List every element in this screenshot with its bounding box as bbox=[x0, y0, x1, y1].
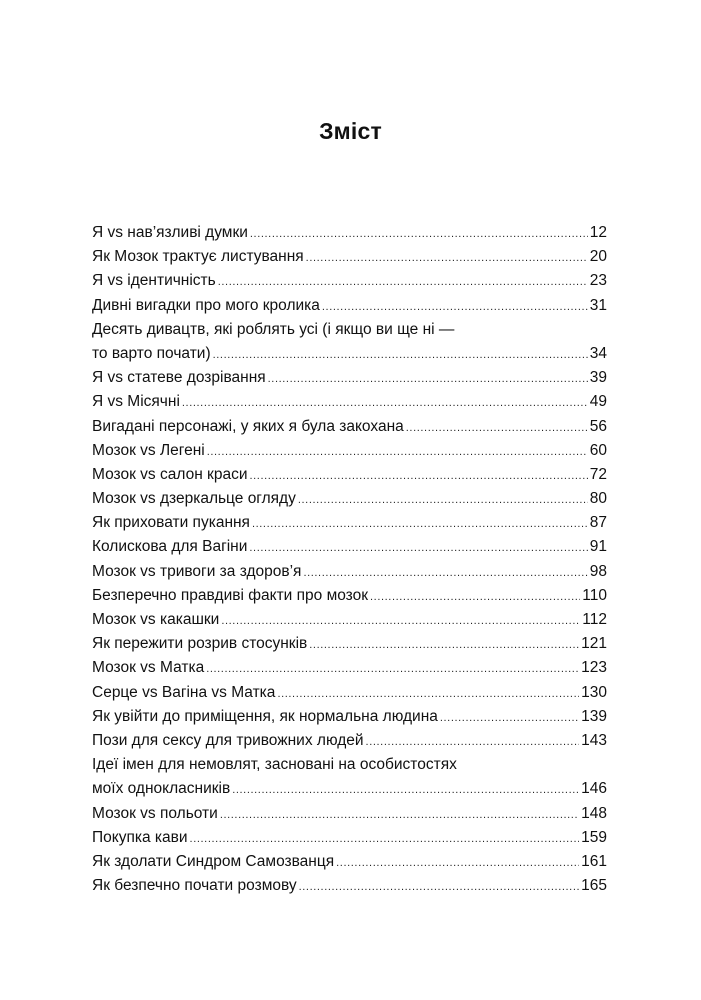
dot-leader bbox=[366, 730, 580, 754]
toc-entry-title: Як здолати Синдром Самозванця bbox=[92, 852, 335, 870]
toc-entry-page-number: 130 bbox=[581, 683, 607, 701]
dot-leader bbox=[207, 440, 588, 464]
toc-entry-page-number: 49 bbox=[589, 393, 607, 411]
toc-entry-page-number: 31 bbox=[589, 296, 607, 314]
toc-entry bbox=[92, 366, 607, 390]
dot-leader bbox=[268, 367, 588, 391]
dot-leader bbox=[220, 803, 579, 827]
toc-entry-title: Як увійти до приміщення, як нормальна людина bbox=[92, 707, 438, 725]
dot-leader bbox=[221, 609, 580, 633]
toc-entry-line bbox=[92, 511, 607, 535]
toc-entry bbox=[92, 826, 607, 850]
toc-entry-page-number: 12 bbox=[589, 224, 607, 241]
toc-entry bbox=[92, 439, 607, 463]
toc-entry bbox=[92, 729, 607, 753]
toc-entry-title: Колискова для Вагіни bbox=[92, 538, 248, 556]
toc-entry-line bbox=[92, 729, 607, 753]
toc-entry bbox=[92, 245, 607, 269]
toc-entry bbox=[92, 874, 607, 898]
toc-entry bbox=[92, 608, 607, 632]
toc-entry-line bbox=[92, 656, 607, 680]
toc-entry-title: Як безпечно почати розмову bbox=[92, 877, 297, 895]
toc-entry-title: Як пережити розрив стосунків bbox=[92, 635, 308, 653]
toc-entry-page-number: 39 bbox=[589, 369, 607, 387]
toc-entry-line bbox=[92, 366, 607, 390]
toc-entry-line bbox=[92, 753, 607, 777]
toc-entry-title: Дивні вигадки про мого кролика bbox=[92, 296, 320, 314]
toc-entry-line bbox=[92, 802, 607, 826]
toc-entry-title: Мозок vs польоти bbox=[92, 804, 218, 822]
toc-entry-line bbox=[92, 608, 607, 632]
toc-entry-page-number: 91 bbox=[589, 538, 607, 556]
dot-leader bbox=[277, 682, 579, 706]
toc-entry-page-number: 121 bbox=[581, 635, 607, 653]
dot-leader bbox=[190, 827, 580, 851]
toc-entry-page-number: 98 bbox=[589, 562, 607, 580]
toc-entry-line bbox=[92, 535, 607, 559]
dot-leader bbox=[218, 270, 588, 294]
toc-entry bbox=[92, 681, 607, 705]
dot-leader bbox=[213, 343, 588, 367]
toc-entry bbox=[92, 221, 607, 245]
toc-entry bbox=[92, 511, 607, 535]
dot-leader bbox=[250, 222, 588, 246]
toc-entry-line bbox=[92, 874, 607, 898]
toc-entry-title: Мозок vs салон краси bbox=[92, 465, 248, 483]
toc-entry bbox=[92, 584, 607, 608]
dot-leader bbox=[206, 657, 579, 681]
dot-leader bbox=[249, 536, 587, 560]
dot-leader bbox=[303, 561, 587, 585]
toc-entry-line bbox=[92, 584, 607, 608]
toc-entry-line bbox=[92, 560, 607, 584]
toc-entry-page-number: 112 bbox=[582, 611, 607, 628]
toc-entry-title: то варто почати) bbox=[92, 344, 211, 362]
toc-entry-line bbox=[92, 439, 607, 463]
dot-leader bbox=[182, 391, 588, 415]
toc-entry-page-number: 161 bbox=[581, 852, 607, 870]
toc-entry-page-number: 159 bbox=[581, 828, 607, 846]
dot-leader bbox=[322, 295, 588, 319]
toc-entry-page-number: 56 bbox=[589, 417, 607, 435]
page-title: Зміст bbox=[319, 118, 382, 144]
toc-entry-page-number: 123 bbox=[581, 659, 607, 677]
toc-entry bbox=[92, 487, 607, 511]
toc-entry-page-number: 60 bbox=[589, 441, 607, 459]
toc-entry-page-number: 139 bbox=[581, 707, 607, 725]
toc-entry bbox=[92, 535, 607, 559]
toc-entry-line bbox=[92, 318, 607, 342]
toc-entry-title: Як Мозок трактує листування bbox=[92, 248, 304, 266]
toc-entry bbox=[92, 294, 607, 318]
toc-entry-title: Мозок vs Легені bbox=[92, 441, 205, 459]
toc-entry-line bbox=[92, 390, 607, 414]
toc-entry-title: Мозок vs Матка bbox=[92, 659, 205, 677]
toc-entry-line bbox=[92, 632, 607, 656]
dot-leader bbox=[252, 512, 588, 536]
dot-leader bbox=[336, 851, 579, 875]
dot-leader bbox=[306, 246, 588, 270]
toc-entry bbox=[92, 390, 607, 414]
toc-entry-page-number: 143 bbox=[581, 731, 607, 749]
toc-entry-line bbox=[92, 342, 607, 366]
toc-entry-line bbox=[92, 463, 607, 487]
toc-entry-line bbox=[92, 681, 607, 705]
toc-entry-title: Я vs ідентичність bbox=[92, 272, 216, 290]
toc-entry-page-number: 23 bbox=[589, 272, 607, 290]
toc-entry-page-number: 34 bbox=[589, 344, 607, 362]
toc-entry-title: Вигадані персонажі, у яких я була закохана bbox=[92, 417, 404, 435]
toc-entry-title: Пози для сексу для тривожних людей bbox=[92, 731, 364, 749]
toc-entry-line bbox=[92, 415, 607, 439]
toc-entry-line bbox=[92, 826, 607, 850]
toc-entry bbox=[92, 656, 607, 680]
toc-entry-title: Десять дивацтв, які роблять усі (і якщо ви ще ні — bbox=[92, 320, 455, 338]
toc-entry-line bbox=[92, 245, 607, 269]
toc-entry bbox=[92, 705, 607, 729]
toc-entry-page-number: 80 bbox=[589, 490, 607, 508]
toc-entry bbox=[92, 850, 607, 874]
toc-entry bbox=[92, 753, 607, 801]
toc-entry bbox=[92, 269, 607, 293]
table-of-contents bbox=[92, 221, 607, 898]
toc-entry-page-number: 146 bbox=[581, 780, 607, 798]
toc-entry bbox=[92, 560, 607, 584]
toc-entry-line bbox=[92, 221, 607, 245]
toc-entry-line bbox=[92, 850, 607, 874]
toc-entry-title: Покупка кави bbox=[92, 828, 188, 846]
dot-leader bbox=[440, 706, 579, 730]
toc-entry-line bbox=[92, 294, 607, 318]
toc-entry bbox=[92, 632, 607, 656]
toc-entry-line bbox=[92, 269, 607, 293]
toc-entry-title: Я vs Місячні bbox=[92, 393, 180, 411]
toc-entry-page-number: 110 bbox=[582, 586, 607, 604]
toc-entry-line bbox=[92, 777, 607, 801]
toc-entry-page-number: 165 bbox=[581, 877, 607, 895]
toc-entry-title: Безперечно правдиві факти про мозок bbox=[92, 586, 369, 604]
toc-entry bbox=[92, 802, 607, 826]
toc-entry-title: Мозок vs какашки bbox=[92, 611, 220, 628]
toc-entry bbox=[92, 318, 607, 366]
dot-leader bbox=[299, 875, 580, 899]
toc-entry-title: моїх однокласників bbox=[92, 780, 231, 798]
toc-entry bbox=[92, 415, 607, 439]
toc-entry-page-number: 148 bbox=[581, 804, 607, 822]
toc-entry-page-number: 72 bbox=[589, 465, 607, 483]
toc-entry-title: Мозок vs тривоги за здоров’я bbox=[92, 562, 302, 580]
toc-entry-title: Серце vs Вагіна vs Матка bbox=[92, 683, 276, 701]
toc-entry-title: Я vs статеве дозрівання bbox=[92, 369, 266, 387]
dot-leader bbox=[370, 585, 580, 609]
toc-entry-page-number: 20 bbox=[589, 248, 607, 266]
toc-entry-title: Я vs нав’язливі думки bbox=[92, 224, 248, 241]
toc-entry-title: Як приховати пукання bbox=[92, 514, 250, 532]
dot-leader bbox=[298, 488, 588, 512]
toc-entry-line bbox=[92, 487, 607, 511]
dot-leader bbox=[249, 464, 587, 488]
dot-leader bbox=[309, 633, 579, 657]
dot-leader bbox=[232, 778, 579, 802]
toc-entry-title: Мозок vs дзеркальце огляду bbox=[92, 490, 296, 508]
toc-entry bbox=[92, 463, 607, 487]
toc-entry-page-number: 87 bbox=[589, 514, 607, 532]
dot-leader bbox=[406, 416, 588, 440]
toc-entry-line bbox=[92, 705, 607, 729]
toc-entry-title: Ідеї імен для немовлят, засновані на особистостях bbox=[92, 756, 457, 774]
